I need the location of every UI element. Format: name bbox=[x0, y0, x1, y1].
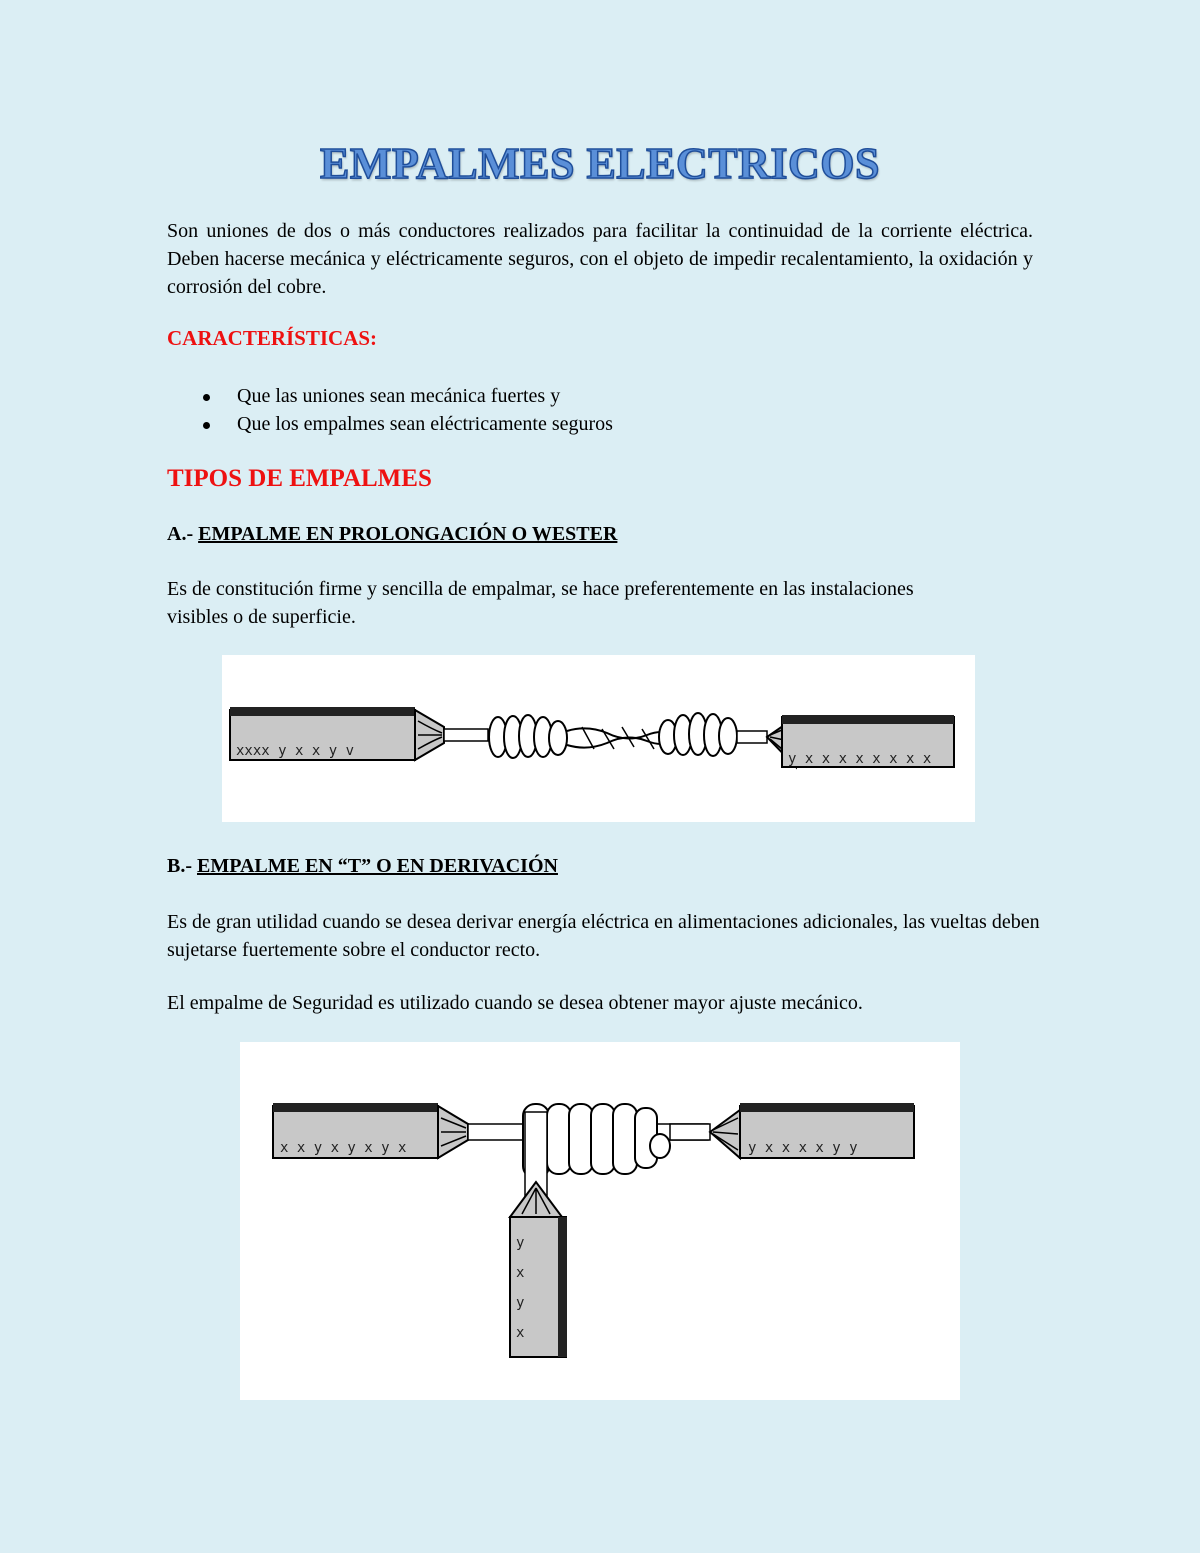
svg-text:x: x bbox=[516, 1325, 525, 1341]
intro-paragraph: Son uniones de dos o más conductores realizados para facilitar la continuidad de la corriente eléctrica. Deben hacerse mecánica y eléctricamente seguros, con el objeto de impedir recalentamiento, la oxidación y corrosión del cobre. bbox=[167, 220, 1033, 298]
caracteristicas-heading: CARACTERÍSTICAS: bbox=[167, 326, 378, 350]
western-splice-figure bbox=[222, 655, 975, 822]
caracteristicas-list bbox=[167, 382, 613, 438]
svg-text:x: x bbox=[516, 1265, 525, 1281]
section-a-text: Es de constitución firme y sencilla de empalmar, se hace preferentemente en las instalaciones visibles o de superficie. bbox=[167, 578, 914, 628]
section-b-heading: B.- EMPALME EN “T” O EN DERIVACIÓN bbox=[167, 855, 558, 877]
tipos-heading: TIPOS DE EMPALMES bbox=[167, 465, 432, 492]
section-a-heading: A.- EMPALME EN PROLONGACIÓN O WESTER bbox=[167, 523, 618, 545]
t-splice-figure bbox=[240, 1042, 960, 1400]
svg-text:y: y bbox=[516, 1235, 525, 1251]
bullet-icon bbox=[203, 422, 210, 429]
svg-text:xxxx y x x y v: xxxx y x x y v bbox=[236, 743, 355, 759]
section-b-text: Es de gran utilidad cuando se desea derivar energía eléctrica en alimentaciones adicionales, las vueltas deben sujetarse fuertemente sobre el conductor recto. bbox=[167, 911, 1040, 961]
bullet-icon bbox=[203, 394, 210, 401]
list-item: Que los empalmes sean eléctricamente seguros bbox=[167, 410, 613, 438]
section-b-note: El empalme de Seguridad es utilizado cuando se desea obtener mayor ajuste mecánico. bbox=[167, 992, 863, 1014]
svg-text:y: y bbox=[516, 1295, 525, 1311]
svg-text:y x x x x y y: y x x x x y y bbox=[748, 1140, 858, 1156]
svg-text:y x x x x x x x x: y x x x x x x x x bbox=[788, 751, 932, 767]
svg-text:x x y x y x y x: x x y x y x y x bbox=[280, 1140, 407, 1156]
list-item: Que las uniones sean mecánica fuertes y bbox=[167, 382, 613, 410]
page-title: EMPALMES ELECTRICOS bbox=[320, 139, 880, 188]
